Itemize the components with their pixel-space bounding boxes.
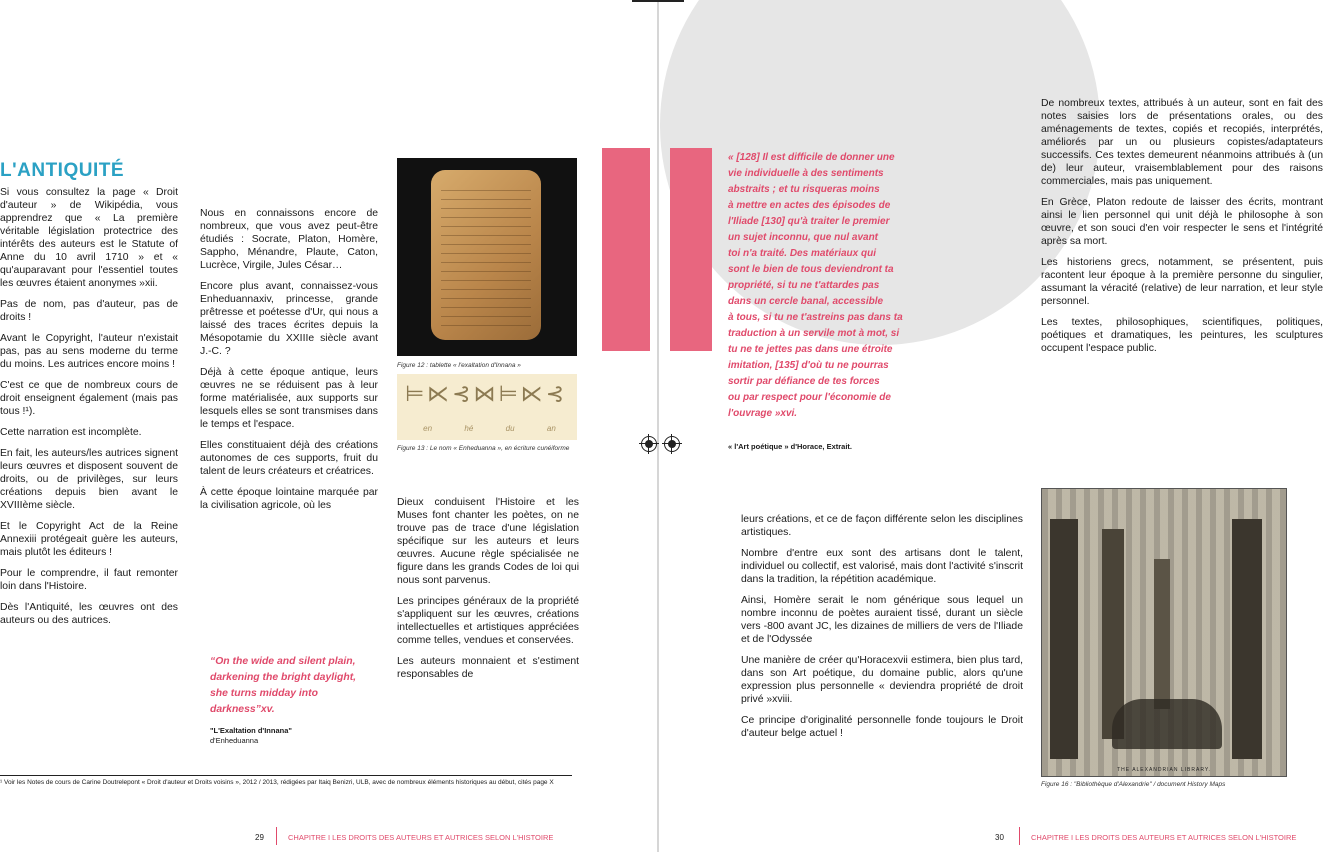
paragraph: Nous en connaissons encore de nombreux, que vous avez peut-être étudiés : Socrate, Platon, Homère, Sappho, Ménandre, Plaute, Caton, Lucrèce, Virgile, Jules César… xyxy=(200,208,378,271)
paragraph: En Grèce, Platon redoute de laisser des écrits, montrant ainsi le lien personnel qui unit déjà le philosophe à son œuvre, et son souci d'en voir respecter le sens et l'intégrité après sa mort. xyxy=(1041,197,1323,247)
quote-line: toi n'a traité. Des matériaux qui xyxy=(728,248,876,259)
page-number: 30 xyxy=(995,833,1004,842)
footnote-rule xyxy=(0,775,572,776)
quote-line: à tous, si tu ne t'astreins pas dans ta xyxy=(728,312,903,323)
paragraph: C'est ce que de nombreux cours de droit enseignent également (mais pas tous !¹). xyxy=(0,380,178,417)
quote-source-author: d'Enheduanna xyxy=(210,736,259,745)
paragraph: Nombre d'entre eux sont des artisans dont le talent, individuel ou collectif, est valorisé, mais dont l'activité s'inscrit dans la tradition, la répétition académique. xyxy=(741,548,1023,585)
page-number: 29 xyxy=(255,833,264,842)
paragraph: Dès l'Antiquité, les œuvres ont des auteurs ou des autrices. xyxy=(0,602,178,626)
text-column-right xyxy=(1041,97,1323,363)
text-column-middle xyxy=(741,513,1023,748)
registration-mark-icon xyxy=(664,436,680,452)
registration-mark-icon xyxy=(641,436,657,452)
quote-source-title: "L'Exaltation d'Innana" xyxy=(210,726,292,735)
quote-line: traduction à un servile mot à mot, si xyxy=(728,328,900,339)
quote-line: dans un cercle banal, accessible xyxy=(728,296,884,307)
quote-line: ou par respect pour l'économie de xyxy=(728,392,891,403)
paragraph: À cette époque lointaine marquée par la civilisation agricole, où les xyxy=(200,487,378,511)
engraving-caption: THE ALEXANDRIAN LIBRARY. xyxy=(1117,767,1211,773)
paragraph: Pour le comprendre, il faut remonter loin dans l'Histoire. xyxy=(0,568,178,592)
cuneiform-transliteration: du xyxy=(505,424,515,433)
paragraph: Avant le Copyright, l'auteur n'existait pas, pas au sens moderne du terme du moins. Les autrices encore moins ! xyxy=(0,333,178,370)
tablet-photo xyxy=(397,158,577,356)
quote-line: l'Iliade [130] qu'à traiter le premier xyxy=(728,216,890,227)
quote-line: « [128] Il est difficile de donner une xyxy=(728,152,895,163)
paragraph: Les auteurs monnaient et s'estiment responsables de xyxy=(397,656,579,680)
cuneiform-transliteration: an xyxy=(546,424,556,433)
quote-line: sortir par défiance de tes forces xyxy=(728,376,880,387)
section-heading: L'ANTIQUITÉ xyxy=(0,160,125,181)
paragraph: Et le Copyright Act de la Reine Annexiii protégeait guère les auteurs, mais plutôt les éditeurs ! xyxy=(0,521,178,558)
paragraph: Les textes, philosophiques, scientifiques, politiques, poétiques et dramatiques, les peintures, les sculptures occupent l'espace public. xyxy=(1041,317,1323,354)
paragraph: De nombreux textes, attribués à un auteur, sont en fait des notes saisies lors de présentations orales, ou des aménagements de textes, copiés et recopiés, interprétés, améliorés par un ou plusieurs copistes/adaptateurs successifs. Ces textes demeurent néanmoins attribués à (un de) leur auteur, vraisemblablement pour des raisons commerciales, mais pas uniquement. xyxy=(1041,98,1323,187)
paragraph: Ce principe d'originalité personnelle fonde toujours le Droit d'auteur belge actuel ! xyxy=(741,715,1023,739)
crop-mark xyxy=(632,0,684,2)
column-shape xyxy=(1154,559,1170,709)
paragraph: Les principes généraux de la propriété s'appliquent sur les œuvres, créations intellectuelles et artistiques appréciées comme telles, vendues et conservées. xyxy=(397,596,579,646)
text-column-2 xyxy=(200,207,378,520)
quote-line: à mettre en actes des épisodes de xyxy=(728,200,891,211)
horace-quote xyxy=(728,150,958,422)
paragraph: Cette narration est incomplète. xyxy=(0,427,142,438)
quote-line: vie individuelle à des sentiments xyxy=(728,168,884,179)
paragraph: Dieux conduisent l'Histoire et les Muses font chanter les poètes, on ne trouve pas de trace d'une législation spécifique sur les auteurs et leurs œuvres. Aucune règle spécialisée ne figure dans les grands Codes de loi qui nous sont parvenus. xyxy=(397,497,579,586)
figures-group xyxy=(1112,699,1222,749)
cuneiform-image xyxy=(397,374,577,440)
paragraph: Si vous consultez la page « Droit d'auteur » de Wikipédia, vous apprendrez que « La première véritable législation protectrice des intérêts des auteurs est le Statute of Anne du 10 avril 1710 » et « qu'auparavant pour l'essentiel toutes les œuvres étaient anonymes »xii. xyxy=(0,187,178,289)
footer-divider xyxy=(1019,827,1020,845)
text-column-3 xyxy=(397,496,579,689)
quote-line: imitation, [135] d'où tu ne pourras xyxy=(728,360,889,371)
paragraph: Encore plus avant, connaissez-vous Enheduannaxiv, princesse, grande prêtresse et poétesse d'Ur, qui nous a laissé des traces écrites depuis la Mésopotamie du XXIIIe siècle avant J.-C. ? xyxy=(200,281,378,357)
quote-line: propriété, si tu ne t'attardes pas xyxy=(728,280,880,291)
paragraph: leurs créations, et ce de façon différente selon les disciplines artistiques. xyxy=(741,514,1023,538)
cuneiform-glyphs: ⊨⋉⊰⋈⊨⋉⊰ xyxy=(405,382,568,407)
paragraph: Ainsi, Homère serait le nom générique sous lequel un nombre inconnu de poètes auraient tissé, durant un siècle vers -800 avant JC, les dizaines de milliers de vers de l'Iliade et de l'Odyssée xyxy=(741,595,1023,645)
paragraph: Elles constituaient déjà des créations autonomes de ces supports, fruit du talent de leurs créateurs et créatrices. xyxy=(200,440,378,477)
text-column-1 xyxy=(0,186,178,635)
tablet-inscription xyxy=(441,186,531,326)
figure-caption: Figure 13 : Le nom « Enheduanna », en écriture cunéiforme xyxy=(397,445,570,452)
page-divider xyxy=(657,0,659,852)
running-title: CHAPITRE I LES DROITS DES AUTEURS ET AUTRICES SELON L'HISTOIRE xyxy=(288,833,554,842)
column-shape xyxy=(1050,519,1078,759)
quote-line: tu ne te jettes pas dans une étroite xyxy=(728,344,893,355)
footer-divider xyxy=(276,827,277,845)
accent-bar-right xyxy=(670,148,712,351)
quote-line: un sujet inconnu, que nul avant xyxy=(728,232,879,243)
quote-source: « l'Art poétique » d'Horace, Extrait. xyxy=(728,442,853,451)
column-shape xyxy=(1232,519,1262,759)
quote-line: sont le bien de tous deviendront ta xyxy=(728,264,894,275)
footnote: ¹ Voir les Notes de cours de Carine Doutrelepont « Droit d'auteur et Droits voisins », 2012 / 2013, rédigées par Itaiq Benizri, ULB, avec de nombreux éléments historiques au début, cités page X xyxy=(0,779,554,786)
quote-line: l'ouvrage »xvi. xyxy=(728,408,798,419)
paragraph: Les historiens grecs, notamment, se présentent, puis racontent leur époque à la première personne du singulier, assumant la véracité (relative) de leur narration, et leur style personnel. xyxy=(1041,257,1323,307)
quote-line: abstraits ; et tu risqueras moins xyxy=(728,184,880,195)
running-title: CHAPITRE I LES DROITS DES AUTEURS ET AUTRICES SELON L'HISTOIRE xyxy=(1031,833,1297,842)
cuneiform-transliteration: en xyxy=(423,424,433,433)
cuneiform-transliteration: hé xyxy=(464,424,474,433)
paragraph: Une manière de créer qu'Horacexvii estimera, bien plus tard, dans son Art poétique, du domaine public, alors qu'une expression plus personnelle « deviendra propriété de droit privé »xviii. xyxy=(741,655,1023,705)
accent-bar-left xyxy=(602,148,650,351)
figure-caption: Figure 12 : tablette « l'exaltation d'Innana » xyxy=(397,362,521,369)
paragraph: En fait, les auteurs/les autrices signent leurs œuvres et disposent souvent de droits, ou de privilèges, sur leurs créations depuis bien avant le XVIIIème siècle. xyxy=(0,448,178,511)
paragraph: Pas de nom, pas d'auteur, pas de droits ! xyxy=(0,299,178,323)
library-engraving xyxy=(1041,488,1287,777)
paragraph: Déjà à cette époque antique, leurs œuvres ne se réduisent pas à leur forme matérialisée, aux supports sur lesquels elles se sont transmises dans le temps et l'espace. xyxy=(200,367,378,430)
figure-caption: Figure 16 : "Bibliothèque d'Alexandrie" / document History Maps xyxy=(1041,781,1226,788)
pull-quote: “On the wide and silent plain, darkening the bright daylight, she turns midday into darkness”xv. xyxy=(210,656,357,715)
